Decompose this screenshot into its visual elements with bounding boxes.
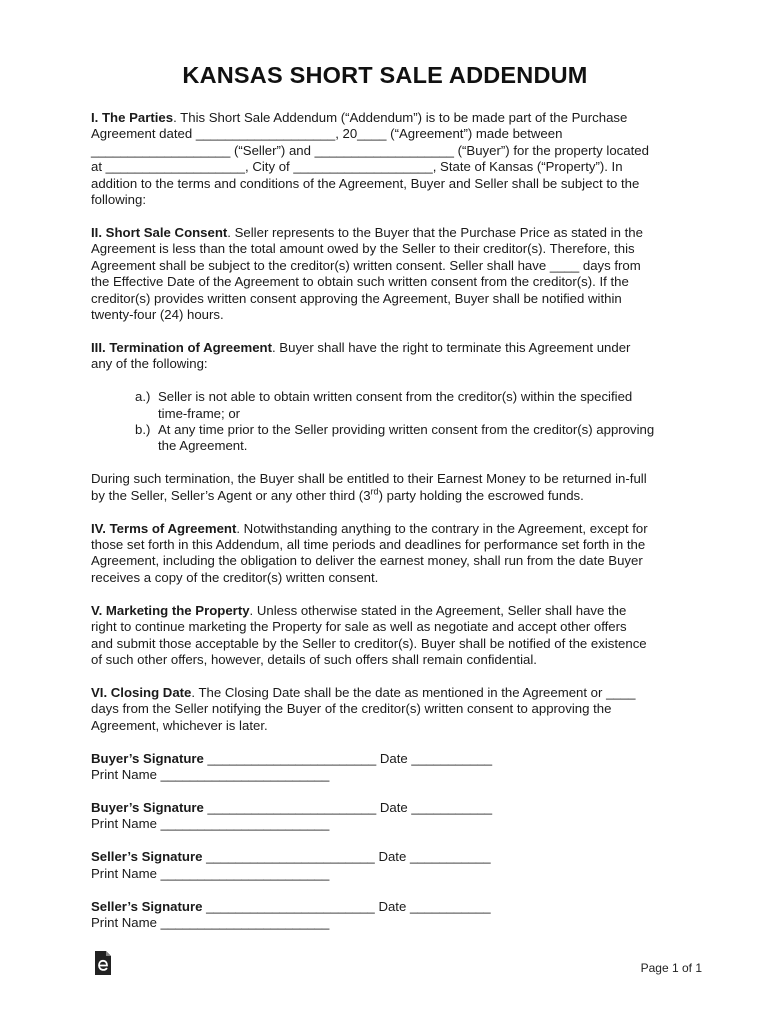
section-marketing-property: V. Marketing the Property. Unless otherwise stated in the Agreement, Seller shall have the right to continue marketing the Property for sale as well as negotiate and accept other offers and submit those acceptable by the Seller to creditor(s). Buyer shall be notified of the existence of such other offers, however, details of such offers shall remain confidential.	[91, 602, 647, 667]
document-title: KANSAS SHORT SALE ADDENDUM	[182, 62, 588, 88]
signature-label: Buyer’s Signature	[91, 799, 204, 815]
print-name-label: Print Name	[91, 914, 157, 930]
list-marker: a.)	[135, 389, 151, 405]
seller-signature-block-2	[91, 899, 691, 932]
date-label: Date	[378, 849, 407, 865]
print-name-row	[91, 866, 691, 882]
termination-conditions-list	[91, 389, 691, 455]
signature-label: Seller’s Signature	[91, 898, 203, 914]
date-label: Date	[378, 898, 407, 914]
document-body	[91, 110, 691, 948]
list-item: b.) At any time prior to the Seller providing written consent from the creditor(s) approving the Agreement.	[135, 422, 655, 454]
termination-earnest-money-paragraph: During such termination, the Buyer shall be entitled to their Earnest Money to be returned in-full by the Seller, Seller’s Agent or any other third (3rd) party holding the escrowed funds.	[91, 471, 647, 503]
section-heading: I. The Parties	[91, 110, 174, 125]
section-heading: IV. Terms of Agreement	[91, 520, 237, 536]
buyer-signature-block-1	[91, 751, 691, 784]
signature-label: Buyer’s Signature	[91, 750, 204, 766]
section-terms-of-agreement: IV. Terms of Agreement. Notwithstanding anything to the contrary in the Agreement, except for those set forth in this Addendum, all time periods and deadlines for performance set forth in the Agreement, including the obligation to deliver the earnest money, shall run from the date Buyer receives a copy of the creditor(s) written consent.	[91, 520, 648, 585]
date-field[interactable]: ___________	[406, 898, 491, 914]
signature-field[interactable]: _______________________	[202, 849, 379, 865]
seller-signature-block-1	[91, 849, 691, 882]
print-name-label: Print Name	[91, 816, 157, 832]
print-name-label: Print Name	[91, 865, 157, 881]
page-number: Page 1 of 1	[640, 961, 702, 975]
date-field[interactable]: ___________	[407, 750, 493, 766]
date-label: Date	[379, 750, 408, 766]
section-heading: V. Marketing the Property	[91, 602, 250, 618]
print-name-field[interactable]: _______________________	[156, 865, 330, 881]
signature-row	[91, 800, 691, 816]
section-heading: VI. Closing Date	[91, 684, 192, 700]
section-short-sale-consent: II. Short Sale Consent. Seller represents to the Buyer that the Purchase Price as stated in the Agreement is less than the total amount owed by the Seller to their creditor(s). Therefore, this Agreement shall be subject to the creditor(s) written consent. Seller shall have ____ days from the Effective Date of the Agreement to obtain such written consent from the creditor(s). If the creditor(s) provides written consent approving the Agreement, Buyer shall be notified within twenty-four (24) hours.	[91, 224, 643, 322]
signature-row	[91, 849, 691, 865]
section-closing-date: VI. Closing Date. The Closing Date shall be the date as mentioned in the Agreement or ____ days from the Seller notifying the Buyer of the creditor(s) written consent to approving the Agreement, whichever is later.	[91, 684, 636, 733]
print-name-row	[91, 915, 691, 931]
signature-row	[91, 751, 691, 767]
print-name-row	[91, 767, 691, 783]
list-item: a.) Seller is not able to obtain written consent from the creditor(s) within the specified time-frame; or	[135, 389, 633, 421]
eforms-logo-icon	[93, 950, 113, 976]
print-name-field[interactable]: _______________________	[156, 767, 330, 782]
section-termination: III. Termination of Agreement. Buyer shall have the right to terminate this Agreement under any of the following:	[91, 339, 631, 372]
date-field[interactable]: ___________	[407, 799, 493, 815]
section-heading: II. Short Sale Consent	[91, 224, 228, 240]
buyer-signature-block-2	[91, 800, 691, 833]
signature-field[interactable]: _______________________	[203, 799, 380, 815]
print-name-label: Print Name	[91, 767, 157, 782]
signature-row	[91, 899, 691, 915]
print-name-row	[91, 816, 691, 832]
date-label: Date	[379, 799, 408, 815]
section-heading: III. Termination of Agreement	[91, 339, 272, 355]
section-parties: I. The Parties. This Short Sale Addendum (“Addendum”) is to be made part of the Purchase Agreement dated ___________________, 20____ (“Agreement”) made between ___________________ (“Seller”) and ___________________ (“Buyer”) for the property located at ___________________, City of ___________________, State of Kansas (“Property”). In addition to the terms and conditions of the Agreement, Buyer and Seller shall be subject to the following:	[91, 110, 649, 208]
date-field[interactable]: ___________	[406, 849, 491, 865]
list-marker: b.)	[135, 422, 151, 437]
signature-field[interactable]: _______________________	[202, 898, 379, 914]
signature-field[interactable]: _______________________	[203, 750, 380, 766]
print-name-field[interactable]: _______________________	[156, 816, 330, 832]
print-name-field[interactable]: _______________________	[156, 914, 330, 930]
signature-label: Seller’s Signature	[91, 849, 203, 865]
